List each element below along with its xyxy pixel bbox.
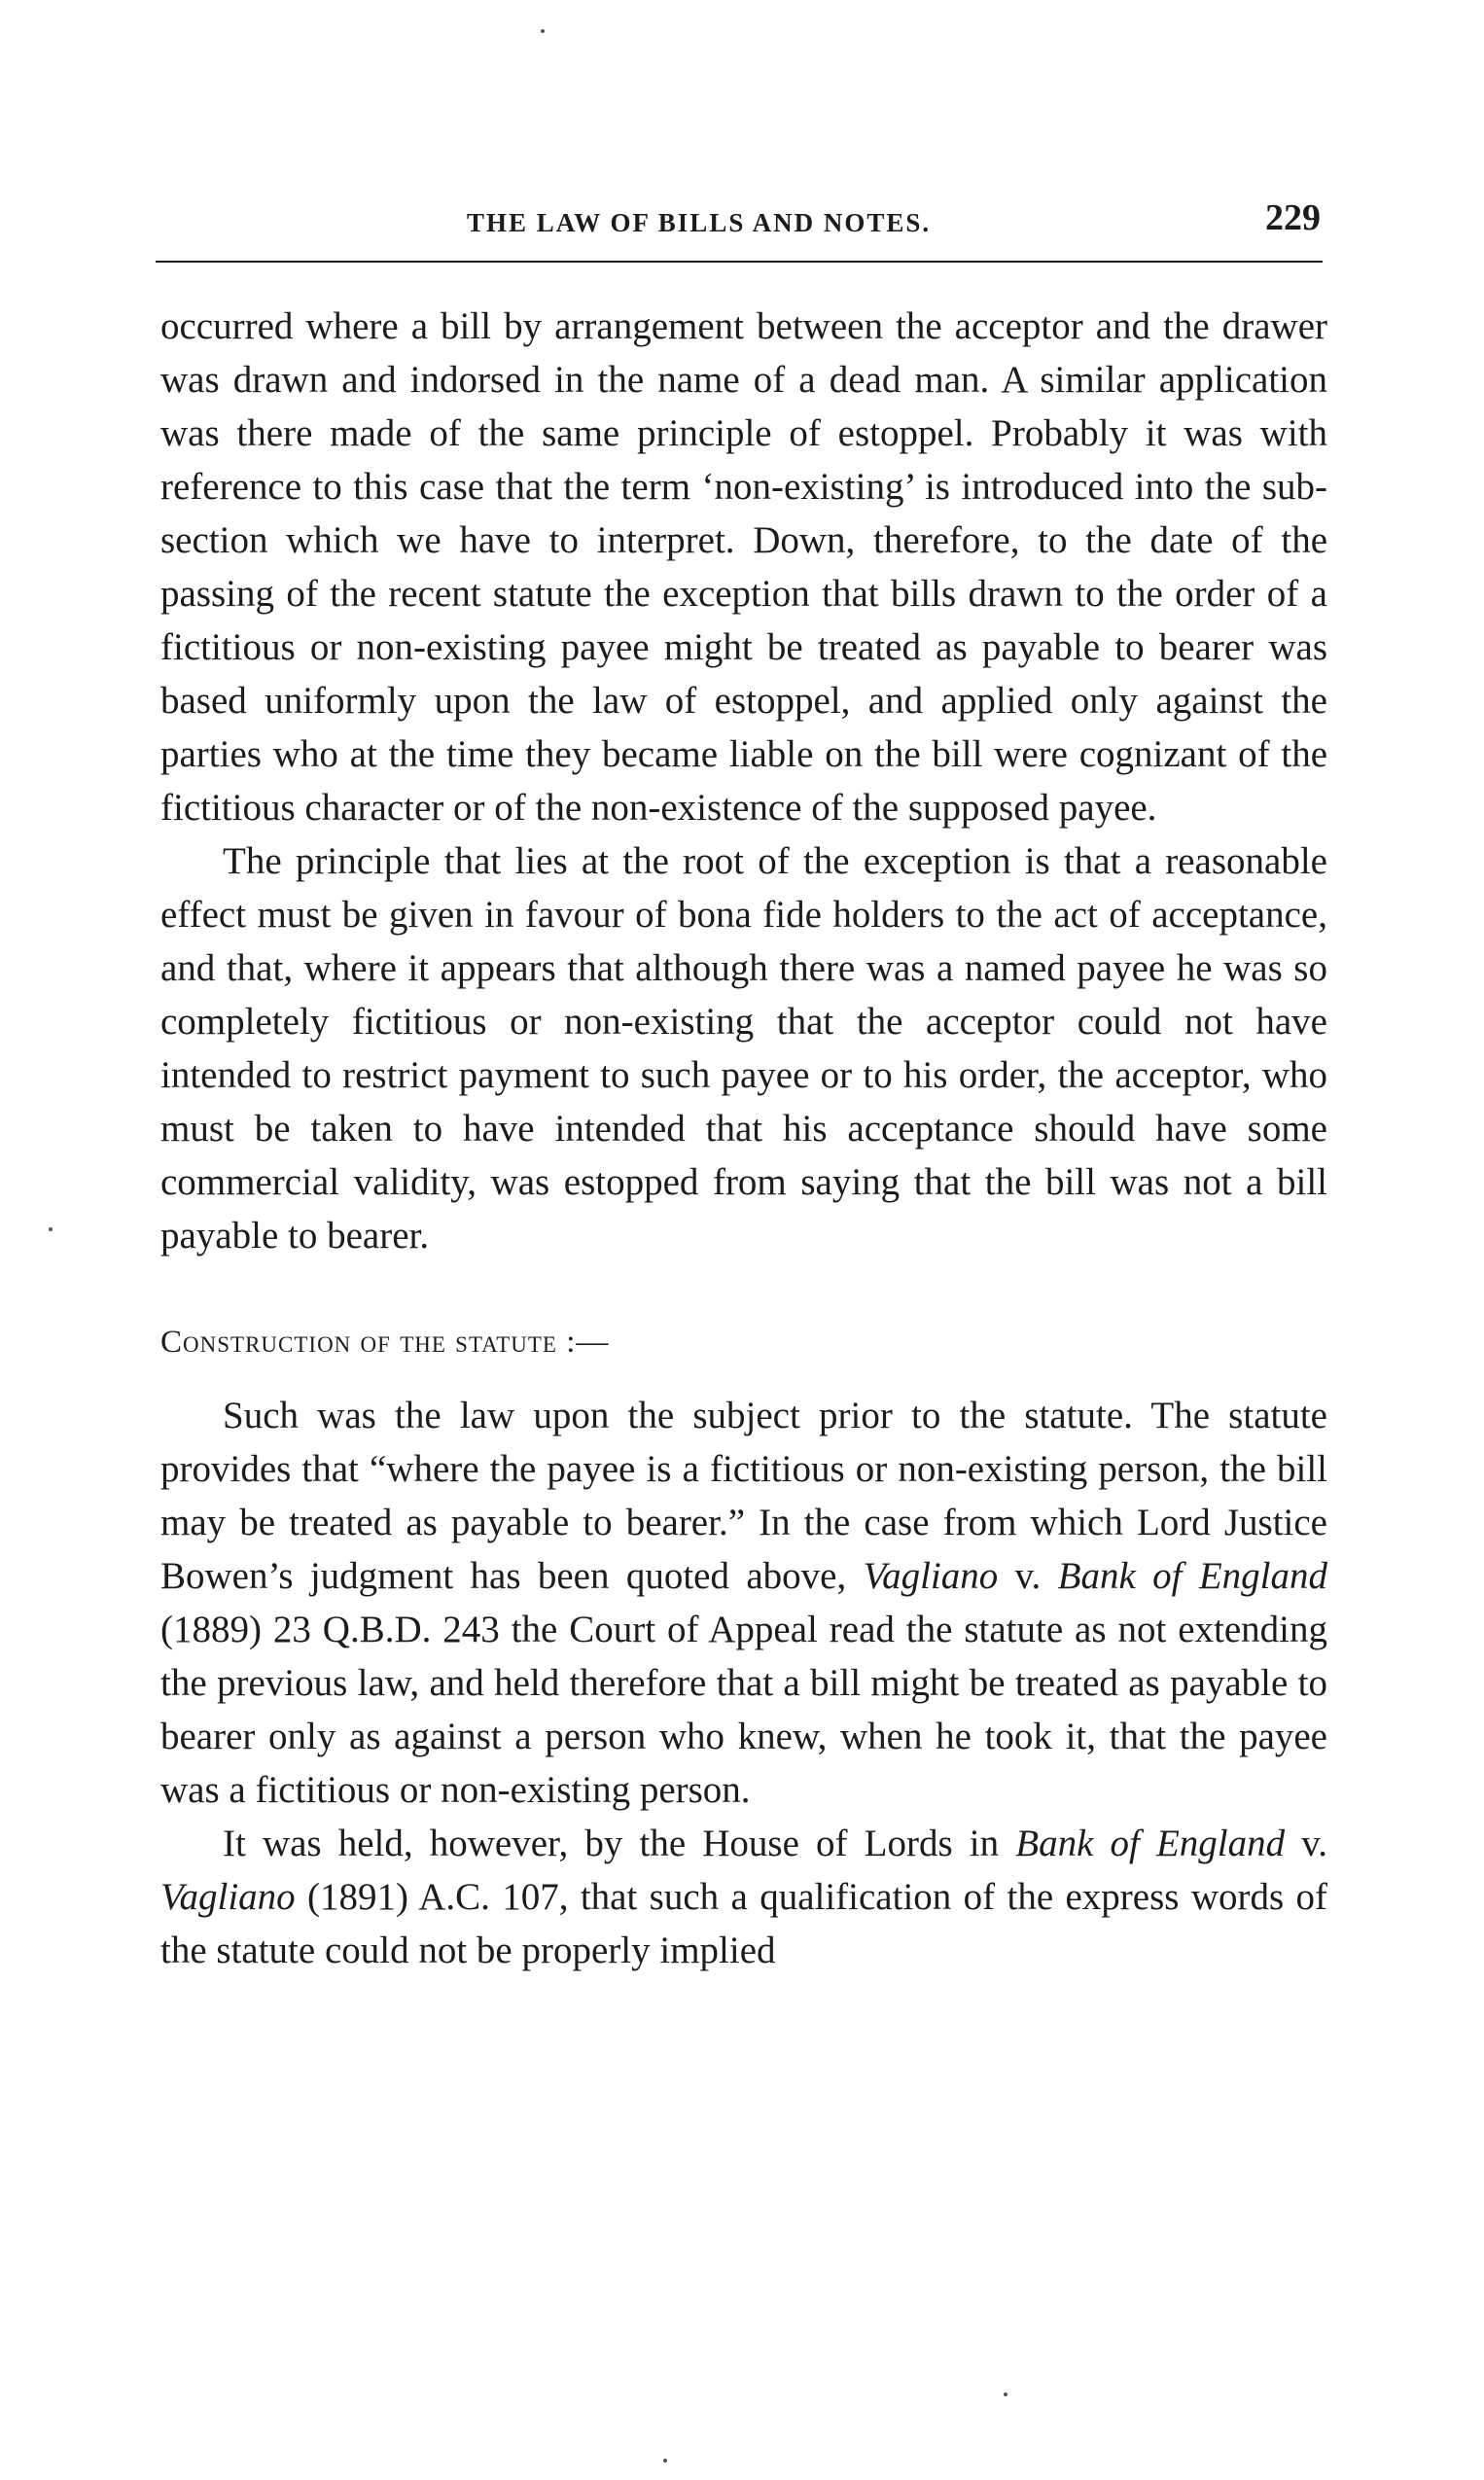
case-name-vagliano: Vagliano xyxy=(863,1555,999,1597)
paragraph-4 xyxy=(160,1817,1327,1977)
scan-speck xyxy=(541,29,545,33)
paragraph-3-text-a: Such was the law upon the subject prior to the statute. The statute provides that “where the payee is a fictitious or non-existing person, the bill may be treated as payable to bearer.” In the case from which Lord Justice Bowen’s judgment has been quoted above, xyxy=(160,1395,1327,1597)
paragraph-4-text-a: It was held, however, by the House of Lords in xyxy=(223,1823,1016,1864)
scan-speck xyxy=(663,2459,667,2462)
paragraph-3 xyxy=(160,1389,1327,1817)
paragraph-4-text-b: v. xyxy=(1285,1823,1327,1864)
paragraph-3-text-c: (1889) 23 Q.B.D. 243 the Court of Appeal read the statute as not extending the previous law, and held therefore that a bill might be treated as payable to bearer only as against a person who knew, when he took it, that the payee was a fictitious or non-existing person. xyxy=(160,1609,1327,1811)
paragraph-1: occurred where a bill by arrangement between the acceptor and the drawer was drawn and indorsed in the name of a dead man. A similar application was there made of the same principle of estoppel. Probably it was with reference to this case that the term ‘non-existing’ is introduced into the sub-section which we have to interpret. Down, therefore, to the date of the passing of the recent statute the exception that bills drawn to the order of a fictitious or non-existing payee might be treated as payable to bearer was based uniformly upon the law of estoppel, and applied only against the parties who at the time they became liable on the bill were cognizant of the fictitious character or of the non-existence of the supposed payee. xyxy=(160,305,1327,829)
case-name-bank-of-england-2: Bank of England xyxy=(1015,1823,1286,1864)
body-text xyxy=(160,300,1327,1977)
page-header xyxy=(156,195,1323,253)
header-rule xyxy=(156,261,1323,263)
paragraph-2: The principle that lies at the root of the exception is that a reasonable effect must be given in favour of bona fide holders to the act of acceptance, and that, where it appears that although there was a named payee he was so completely fictitious or non-existing that the acceptor could not have intended to restrict payment to such payee or to his order, the acceptor, who must be taken to have intended that his acceptance should have some commercial validity, was estopped from saying that the bill was not a bill payable to bearer. xyxy=(160,840,1327,1257)
section-heading: Construction of the statute :— xyxy=(160,1325,610,1360)
scan-speck xyxy=(1004,2392,1007,2396)
running-title: THE LAW OF BILLS AND NOTES. xyxy=(467,208,932,237)
page-number: 229 xyxy=(1265,197,1321,238)
scan-speck xyxy=(49,1227,53,1231)
case-name-vagliano-2: Vagliano xyxy=(160,1876,296,1918)
paragraph-3-text-b: v. xyxy=(998,1555,1058,1597)
case-name-bank-of-england: Bank of England xyxy=(1057,1555,1327,1597)
paragraph-4-text-c: (1891) A.C. 107, that such a qualification of the express words of the statute could not be properly implied xyxy=(160,1876,1327,1971)
